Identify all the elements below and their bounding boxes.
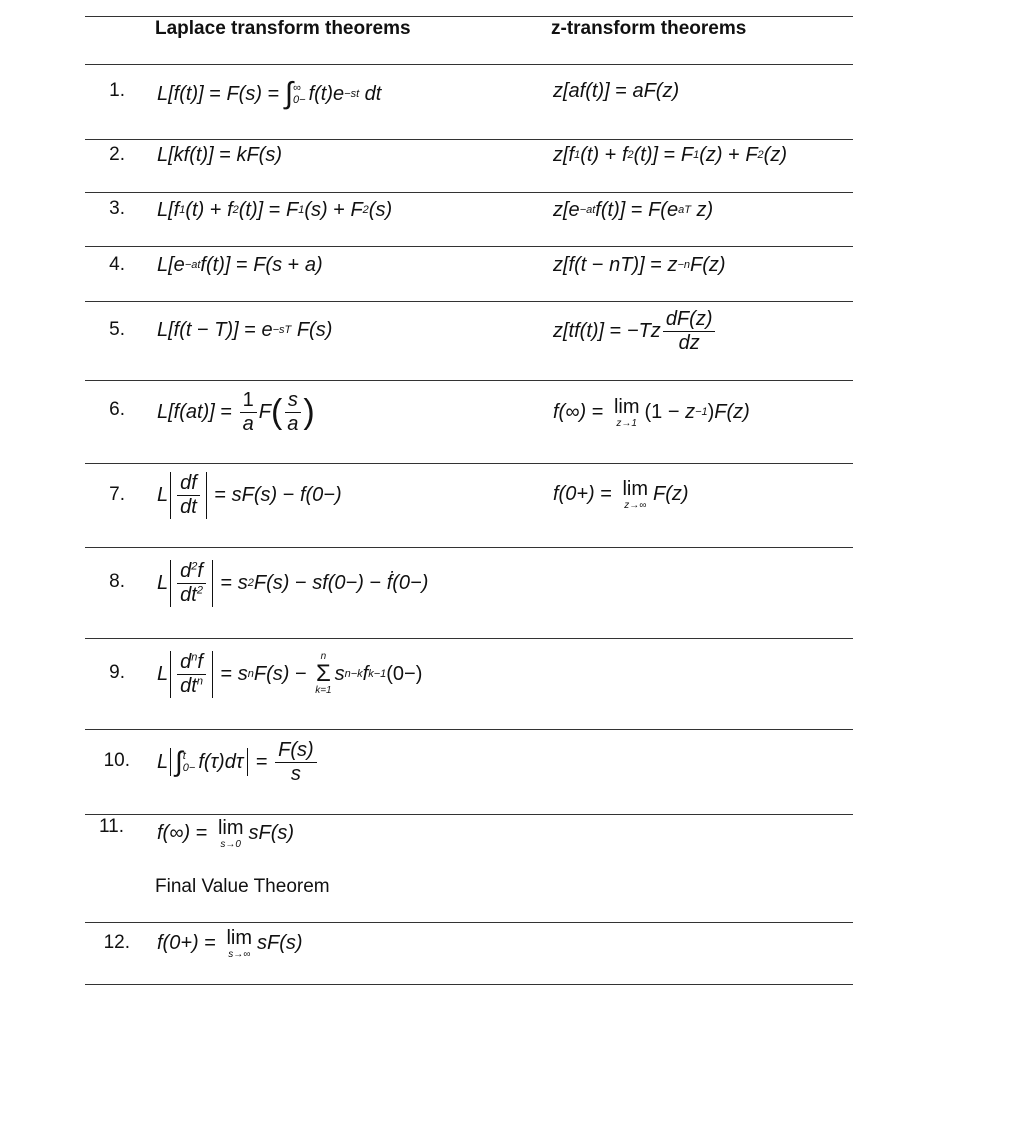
rule-row-6 (85, 463, 853, 464)
z-column-header: z-transform theorems (551, 18, 747, 39)
row-number: 5. (109, 319, 125, 340)
row-number: 3. (109, 198, 125, 219)
z-formula-2: z[f 1 (t) + f 2 (t)] = F 1 (z) + F 2 (z) (553, 143, 787, 166)
laplace-formula-11: f(∞) = lim s→0 sF(s) (157, 816, 295, 850)
rule-row-3 (85, 246, 853, 247)
z-formula-6: f(∞) = lim z→1 (1 − z −1 ) F(z) (553, 395, 750, 429)
rule-row-2 (85, 192, 853, 193)
row-number: 2. (109, 144, 125, 165)
rule-row-5 (85, 380, 853, 381)
laplace-formula-2: L[kf(t)] = kF(s) (157, 143, 283, 166)
row-number: 12. (103, 932, 130, 953)
z-formula-5: z[tf(t)] = −Tz $\frac{dF(z)}{dz}$ (553, 305, 717, 357)
rule-row-11 (85, 922, 853, 923)
row-number: 6. (109, 399, 125, 420)
rule-row-7 (85, 547, 853, 548)
final-value-theorem-note: Final Value Theorem (155, 876, 330, 897)
rule-header (85, 64, 853, 65)
z-formula-4: z[f(t − nT)] = z −n F(z) (553, 253, 726, 276)
laplace-formula-7: L $\frac{df}{dt}$ = sF(s) − f(0−) (157, 471, 342, 518)
rule-bottom (85, 984, 853, 985)
laplace-formula-4: L[e −at f(t)] = F(s + a) (157, 253, 323, 276)
laplace-column-header: Laplace transform theorems (155, 18, 411, 39)
laplace-formula-1: L[f(t)] = F(s) = ∫ ∞ 0− f(t)e −st dt (157, 77, 382, 110)
row-number: 11. (98, 816, 124, 837)
laplace-formula-9: L $\frac{d^nf}{dt^n}$ = s n F(s) − n Σ k=1 s n−k f k−1 (0−) (157, 650, 423, 697)
z-formula-1: z[af(t)] = aF(z) (553, 79, 680, 102)
laplace-formula-8: L $\frac{d^2f}{dt^2}$ = s 2 F(s) − sf(0−) − ḟ(0−) (157, 559, 429, 606)
laplace-formula-10: L ∫ t 0− f(τ)dτ = $\frac{F(s)}{s}$ (157, 734, 319, 790)
row-number: 9. (109, 662, 125, 683)
row-number: 8. (109, 571, 125, 592)
row-number: 4. (109, 254, 125, 275)
rule-top (85, 16, 853, 17)
row-number: 7. (109, 484, 125, 505)
z-formula-3: z[e −at f(t)] = F(e aT z) (553, 198, 714, 221)
row-number: 10. (103, 750, 130, 771)
z-formula-7: f(0+) = lim z→∞ F(z) (553, 477, 689, 511)
laplace-formula-5: L[f(t − T)] = e −sT F(s) (157, 318, 333, 341)
rule-row-4 (85, 301, 853, 302)
row-number: 1. (109, 80, 125, 101)
laplace-formula-12: f(0+) = lim s→∞ sF(s) (157, 926, 303, 960)
rule-row-8 (85, 638, 853, 639)
laplace-formula-6: L[f(at)] = $\frac{1}{a}$ F ( $\frac{s}{a}$ ) (157, 388, 315, 435)
rule-row-9 (85, 729, 853, 730)
laplace-formula-3: L[f 1 (t) + f 2 (t)] = F 1 (s) + F 2 (s) (157, 198, 393, 221)
